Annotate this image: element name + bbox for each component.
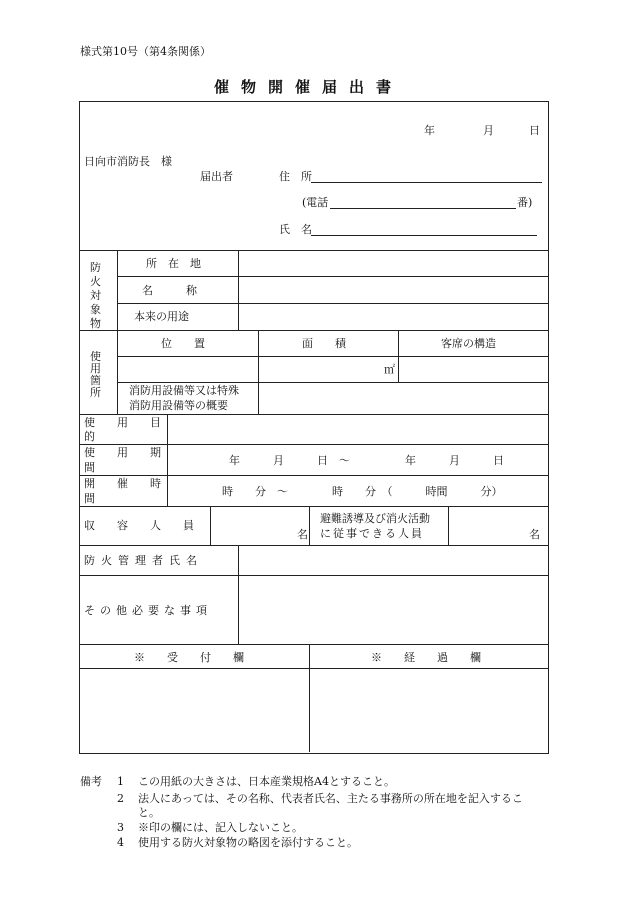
- addressee: 日向市消防長 様: [84, 155, 172, 168]
- divider: [238, 545, 239, 644]
- note-text: この用紙の大きさは、日本産業規格A4とすること。: [138, 775, 395, 788]
- staff-unit: 名: [529, 528, 540, 541]
- divider: [398, 330, 399, 382]
- period-label-2: 間: [84, 461, 95, 474]
- position-label: 位 置: [161, 337, 205, 350]
- name-field[interactable]: [311, 235, 537, 236]
- divider: [448, 506, 449, 545]
- capacity-unit: 名: [297, 528, 308, 541]
- purpose-label-2: 的: [84, 430, 95, 443]
- divider: [79, 250, 548, 251]
- divider: [79, 668, 548, 669]
- divider: [79, 506, 548, 507]
- hours-label-1: 開 催 時: [84, 477, 161, 490]
- target-name-label: 名 称: [142, 284, 197, 297]
- divider: [79, 475, 548, 476]
- purpose-label-1: 使 用 目: [84, 416, 161, 429]
- divider: [258, 330, 259, 414]
- note-number: 4: [117, 836, 124, 849]
- period-label-1: 使 用 期: [84, 446, 161, 459]
- divider: [117, 356, 548, 357]
- fire-manager-label: 防火管理者氏名: [84, 554, 203, 567]
- address-field[interactable]: [311, 182, 542, 183]
- divider: [117, 276, 548, 277]
- location-label: 所 在 地: [146, 257, 201, 270]
- note-text: 法人にあっては、その名称、代表者氏名、主たる事務所の所在地を記入するこ: [138, 792, 523, 805]
- period-text: 年 月 日 ～ 年 月 日: [229, 454, 504, 467]
- divider: [309, 506, 310, 545]
- date-day-label: 日: [529, 124, 540, 137]
- note-text: ※印の欄には、記入しないこと。: [138, 821, 303, 834]
- notes-label: 備考: [80, 775, 102, 788]
- divider: [117, 250, 118, 414]
- hours-text: 時 分 ～ 時 分 （ 時間 分）: [222, 485, 503, 498]
- divider: [79, 414, 548, 415]
- area-label: 面 積: [302, 337, 346, 350]
- phone-close: 番): [517, 196, 533, 209]
- divider: [238, 250, 239, 330]
- fire-target-heading: 防火対象物: [90, 261, 101, 330]
- note-text: 使用する防火対象物の略図を添付すること。: [138, 836, 358, 849]
- phone-open: (電話: [302, 196, 329, 209]
- divider: [210, 506, 211, 545]
- divider: [79, 644, 548, 645]
- applicant-label: 届出者: [200, 170, 233, 183]
- equipment-label-1: 消防用設備等又は特殊: [129, 384, 239, 397]
- page-title: 催物開催届出書: [214, 78, 404, 96]
- staff-label-1: 避難誘導及び消火活動: [320, 512, 430, 525]
- staff-label-2: に従事できる人員: [320, 527, 424, 540]
- divider: [79, 330, 548, 331]
- original-use-label: 本来の用途: [134, 310, 189, 323]
- capacity-label: 収 容 人 員: [84, 519, 194, 532]
- divider: [79, 575, 548, 576]
- form-number: 様式第10号（第4条関係）: [80, 45, 211, 58]
- divider: [79, 444, 548, 445]
- area-unit: ㎡: [384, 363, 395, 376]
- note-text: と。: [138, 806, 160, 819]
- note-number: 2: [117, 792, 124, 805]
- date-year-label: 年: [424, 124, 435, 137]
- divider: [117, 382, 548, 383]
- seat-structure-label: 客席の構造: [441, 337, 496, 350]
- reception-label: ※ 受 付 欄: [134, 651, 244, 664]
- equipment-label-2: 消防用設備等の概要: [129, 399, 228, 412]
- divider: [79, 545, 548, 546]
- use-place-heading: 使用箇所: [90, 350, 101, 399]
- progress-label: ※ 経 過 欄: [371, 651, 481, 664]
- divider: [309, 644, 310, 752]
- divider: [167, 414, 168, 506]
- name-label: 氏 名: [279, 223, 312, 236]
- note-number: 1: [117, 775, 124, 788]
- divider: [117, 303, 548, 304]
- date-month-label: 月: [483, 124, 494, 137]
- phone-field[interactable]: [330, 208, 516, 209]
- other-label: その他必要な事項: [84, 604, 212, 617]
- address-label: 住 所: [279, 170, 312, 183]
- hours-label-2: 間: [84, 492, 95, 505]
- note-number: 3: [117, 821, 124, 834]
